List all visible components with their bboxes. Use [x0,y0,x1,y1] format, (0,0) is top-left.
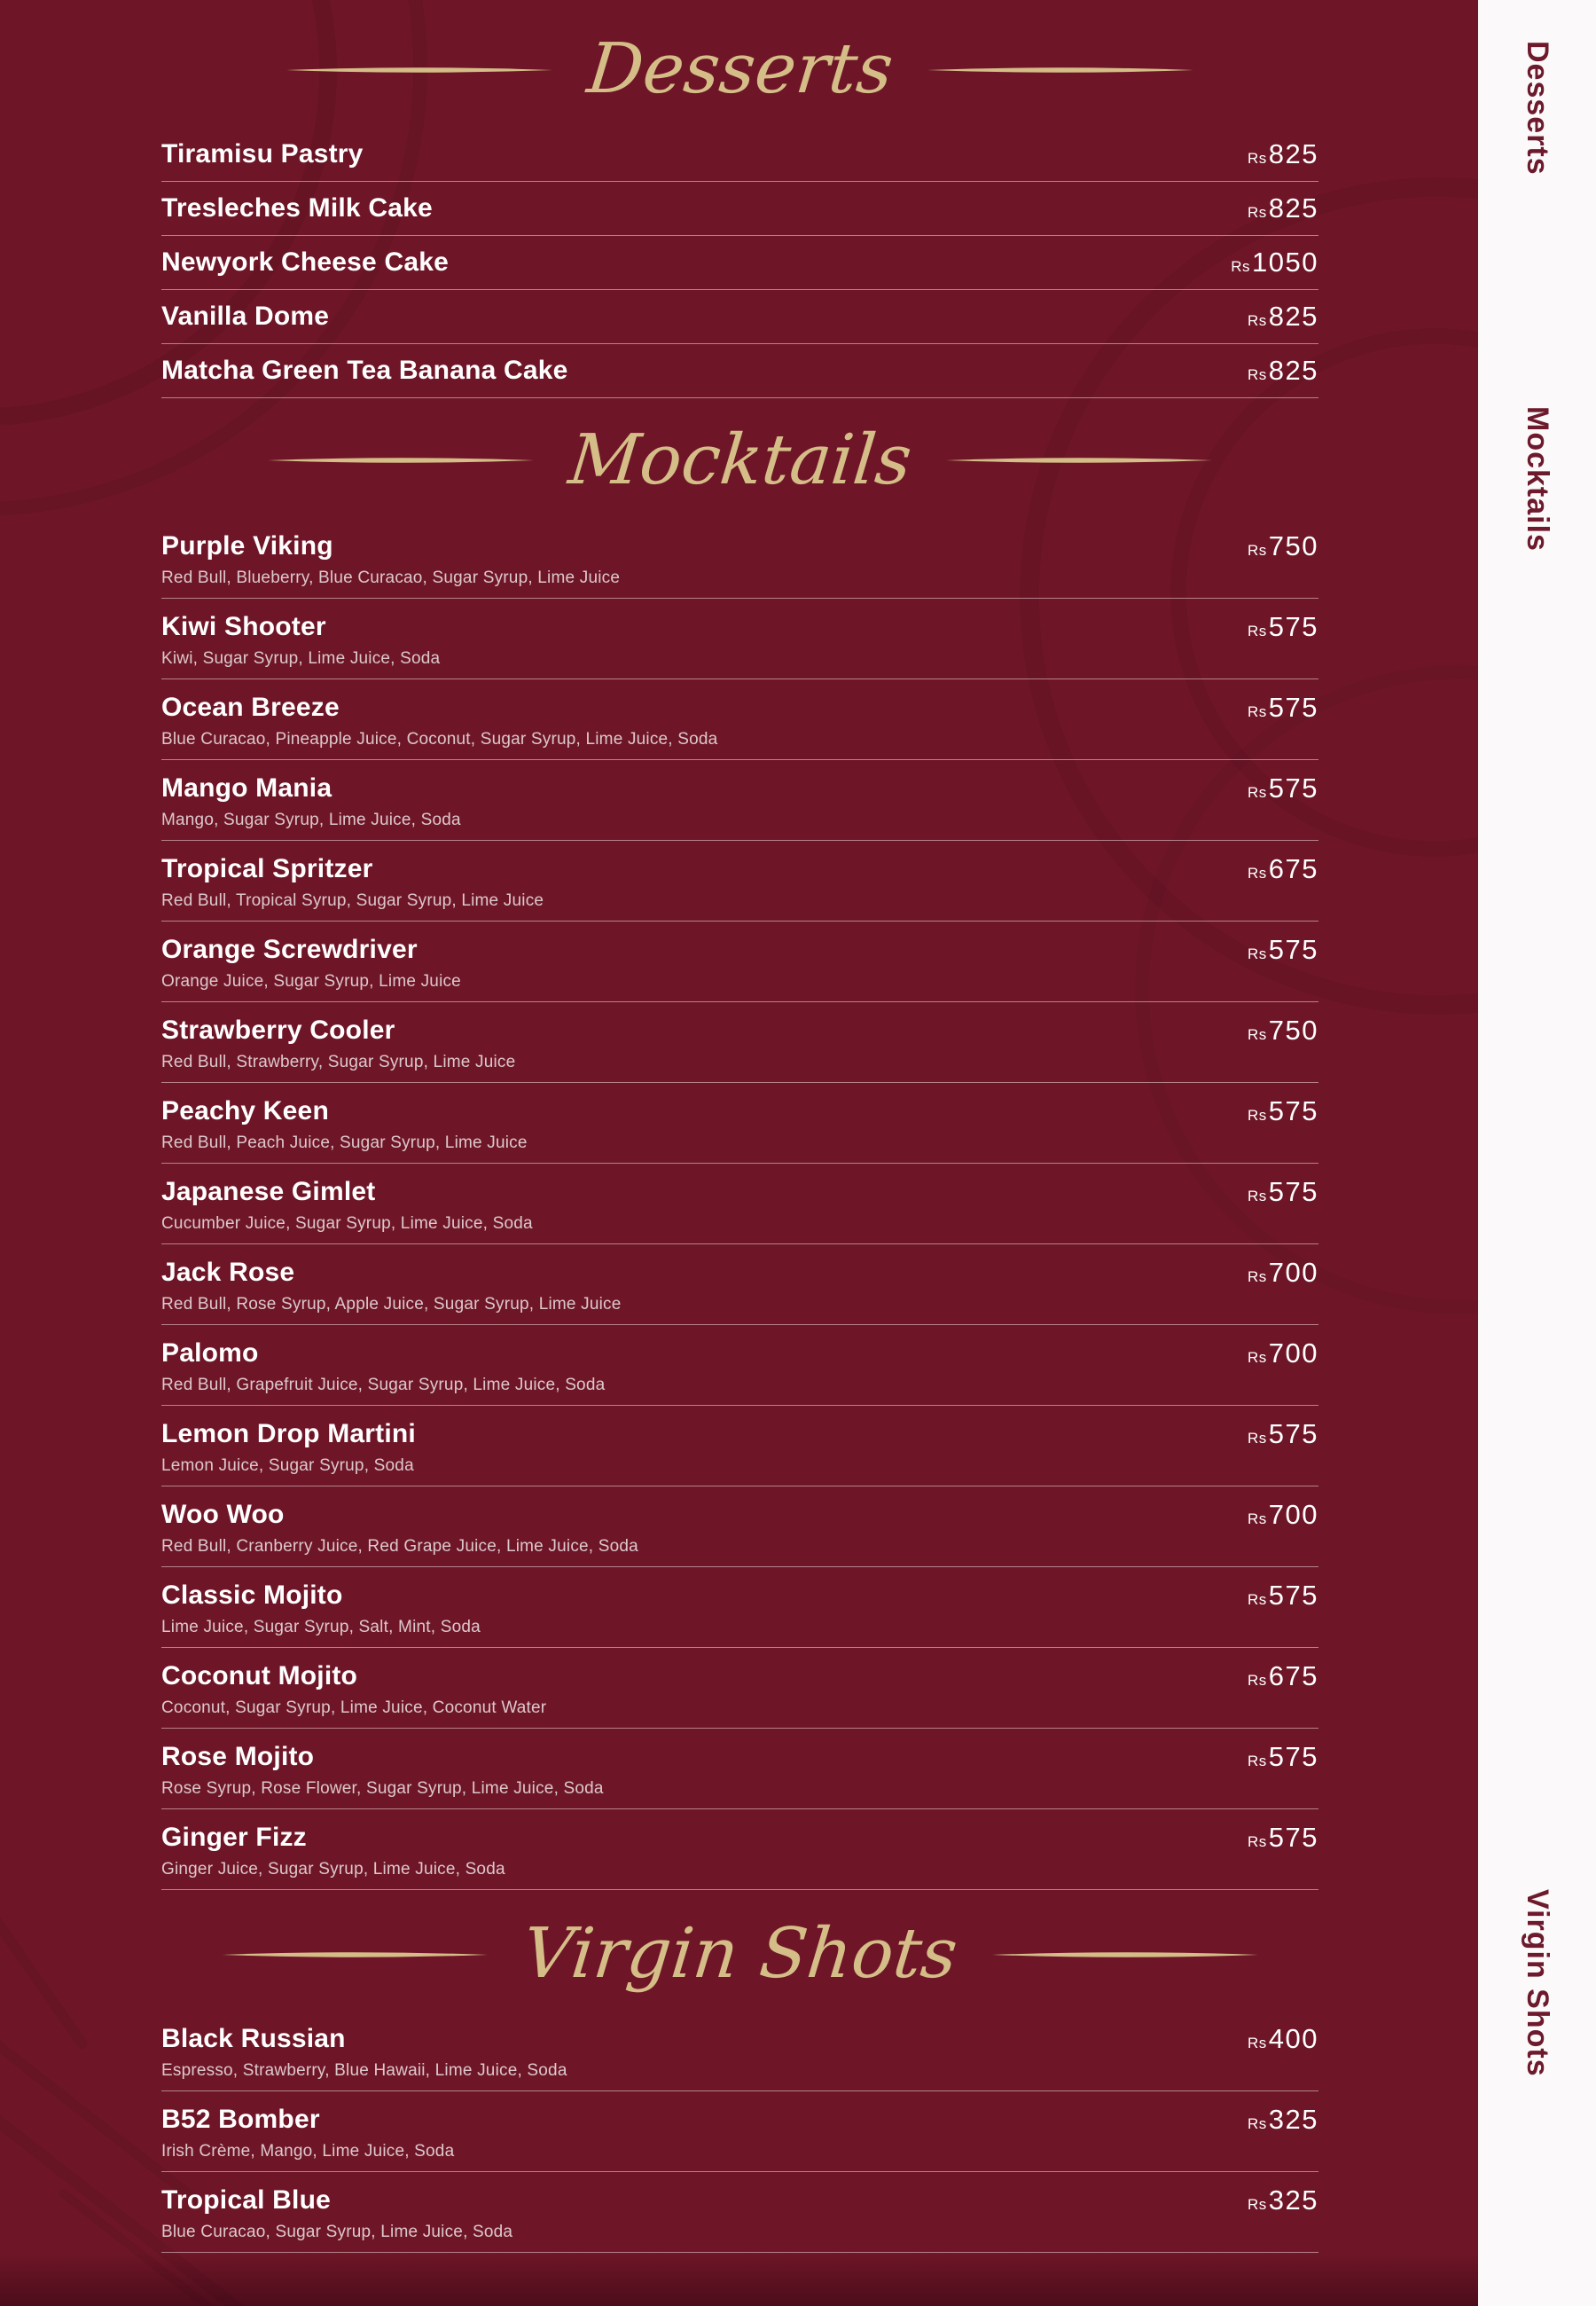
menu-item-row [161,1002,1318,1083]
menu-item-row [161,2091,1318,2172]
item-name: Lemon Drop Martini [161,1419,416,1448]
currency-label: Rs [1247,1591,1267,1608]
item-row-top [161,1499,1318,1531]
virgin-shots-list [161,2011,1318,2253]
item-row-top [161,2184,1318,2216]
price-amount: 575 [1268,1741,1318,1772]
item-ingredients: Espresso, Strawberry, Blue Hawaii, Lime Juice, Soda [161,2060,567,2080]
item-price [1248,2184,1318,2216]
price-amount: 575 [1268,934,1318,965]
currency-label: Rs [1247,149,1267,167]
menu-item-row [161,344,1318,398]
currency-label: Rs [1247,1672,1267,1689]
menu-item-row [161,128,1318,182]
item-ingredients: Orange Juice, Sugar Syrup, Lime Juice [161,972,461,991]
item-ingredients: Red Bull, Strawberry, Sugar Syrup, Lime Juice [161,1053,516,1071]
item-price [1248,1418,1318,1450]
currency-label: Rs [1247,365,1267,383]
item-ingredients: Red Bull, Peach Juice, Sugar Syrup, Lime Juice [161,1133,528,1152]
price-amount: 575 [1268,1095,1318,1126]
price-amount: 700 [1268,1257,1318,1288]
menu-item-row [161,1406,1318,1486]
menu-item-row [161,290,1318,344]
sidebar-tab-virgin-shots[interactable]: Virgin Shots [1521,1889,1554,2077]
item-price [1248,2023,1318,2055]
price-amount: 575 [1268,692,1318,723]
price-amount: 575 [1268,1176,1318,1207]
menu-content-column [161,0,1318,2253]
price-amount: 1050 [1252,246,1318,278]
item-price [1248,692,1318,724]
item-price [1248,1337,1318,1369]
item-row-top [161,1257,1318,1289]
divider-flourish-left [268,455,534,466]
item-ingredients: Lime Juice, Sugar Syrup, Salt, Mint, Soda [161,1618,481,1636]
mocktails-list [161,518,1318,1890]
menu-item-row [161,1164,1318,1244]
item-ingredients: Ginger Juice, Sugar Syrup, Lime Juice, Soda [161,1860,505,1879]
section-header-desserts [161,27,1318,114]
currency-label: Rs [1247,1753,1267,1769]
item-ingredients: Blue Curacao, Pineapple Juice, Coconut, Sugar Syrup, Lime Juice, Soda [161,730,718,749]
price-amount: 325 [1268,2184,1318,2216]
item-row-top [161,1095,1318,1127]
divider-flourish-right [946,455,1212,466]
divider-flourish-right [992,1949,1258,1960]
menu-item-row [161,1567,1318,1648]
item-ingredients: Red Bull, Grapefruit Juice, Sugar Syrup, Lime Juice, Soda [161,1376,606,1394]
section-title: Desserts [583,29,897,109]
item-name: Ocean Breeze [161,693,340,722]
menu-item-row [161,1648,1318,1729]
price-amount: 325 [1268,2103,1318,2135]
menu-item-row [161,2011,1318,2091]
item-name: Strawberry Cooler [161,1016,395,1045]
price-amount: 700 [1268,1499,1318,1530]
desserts-list [161,128,1318,398]
item-row-top [161,2104,1318,2136]
item-row-top [161,1176,1318,1208]
item-name: Purple Viking [161,531,333,561]
item-name: Peachy Keen [161,1096,329,1126]
background-streak-ornament [0,1827,90,2051]
item-row-top [161,1337,1318,1369]
item-price [1248,355,1318,387]
currency-label: Rs [1247,703,1267,720]
currency-label: Rs [1247,784,1267,801]
divider-flourish-left [286,65,552,75]
item-name: Black Russian [161,2023,346,2053]
sidebar-tab-mocktails[interactable]: Mocktails [1521,406,1554,552]
menu-item-row [161,679,1318,760]
section-tabs-sidebar [1478,0,1596,2306]
price-amount: 825 [1268,300,1318,332]
item-price [1248,1580,1318,1612]
item-price [1248,192,1318,224]
item-ingredients: Red Bull, Rose Syrup, Apple Juice, Sugar Syrup, Lime Juice [161,1295,622,1314]
menu-item-row [161,922,1318,1002]
item-name: Tresleches Milk Cake [161,192,433,223]
currency-label: Rs [1247,2195,1267,2213]
item-row-top [161,1418,1318,1450]
price-amount: 825 [1268,137,1318,169]
menu-item-row [161,841,1318,922]
item-name: Orange Screwdriver [161,935,418,964]
menu-item-row [161,1083,1318,1164]
price-amount: 825 [1268,192,1318,224]
item-ingredients: Irish Crème, Mango, Lime Juice, Soda [161,2141,455,2161]
currency-label: Rs [1247,865,1267,882]
item-name: Japanese Gimlet [161,1177,376,1206]
item-name: Tropical Spritzer [161,854,373,883]
item-row-top [161,611,1318,643]
item-row-top [161,692,1318,724]
item-row-top [161,2023,1318,2055]
price-amount: 700 [1268,1337,1318,1369]
item-price [1248,1822,1318,1854]
currency-label: Rs [1247,1430,1267,1447]
menu-item-row [161,518,1318,599]
section-title: Mocktails [565,420,916,500]
item-price [1248,138,1318,170]
price-amount: 750 [1268,530,1318,561]
item-name: Jack Rose [161,1258,295,1287]
divider-flourish-right [927,65,1193,75]
currency-label: Rs [1247,1510,1267,1527]
sidebar-tab-desserts[interactable]: Desserts [1521,41,1554,176]
item-price [1248,853,1318,885]
menu-item-row [161,182,1318,236]
item-row-top [161,1822,1318,1854]
item-row-top [161,934,1318,966]
item-ingredients: Lemon Juice, Sugar Syrup, Soda [161,1456,414,1475]
item-name: Matcha Green Tea Banana Cake [161,355,568,385]
item-price [1248,611,1318,643]
menu-item-row [161,1325,1318,1406]
item-name: Classic Mojito [161,1580,343,1610]
item-price [1231,247,1318,278]
item-name: Tiramisu Pastry [161,138,364,169]
section-title: Virgin Shots [519,1914,961,1994]
menu-item-row [161,760,1318,841]
item-ingredients: Mango, Sugar Syrup, Lime Juice, Soda [161,811,461,829]
currency-label: Rs [1247,311,1267,329]
item-row-top [161,1741,1318,1773]
currency-label: Rs [1247,1268,1267,1285]
price-amount: 575 [1268,1580,1318,1611]
currency-label: Rs [1247,1833,1267,1850]
item-name: Coconut Mojito [161,1661,358,1690]
section-header-virgin-shots [161,1911,1318,1998]
item-name: Rose Mojito [161,1742,315,1771]
item-row-top [161,1580,1318,1612]
item-ingredients: Coconut, Sugar Syrup, Lime Juice, Coconut Water [161,1698,547,1717]
currency-label: Rs [1247,945,1267,962]
item-price [1248,1499,1318,1531]
item-name: Tropical Blue [161,2184,331,2215]
item-name: Mango Mania [161,773,332,803]
item-name: Newyork Cheese Cake [161,247,449,277]
price-amount: 575 [1268,773,1318,804]
item-ingredients: Red Bull, Cranberry Juice, Red Grape Juice, Lime Juice, Soda [161,1537,638,1556]
menu-item-row [161,599,1318,679]
price-amount: 400 [1268,2022,1318,2054]
item-price [1248,1095,1318,1127]
price-amount: 575 [1268,1822,1318,1853]
price-amount: 825 [1268,354,1318,386]
currency-label: Rs [1247,1188,1267,1204]
menu-item-row [161,1729,1318,1809]
item-ingredients: Cucumber Juice, Sugar Syrup, Lime Juice, Soda [161,1214,533,1233]
item-price [1248,934,1318,966]
item-row-top [161,530,1318,562]
menu-item-row [161,236,1318,290]
item-price [1248,1741,1318,1773]
currency-label: Rs [1247,623,1267,639]
item-name: Ginger Fizz [161,1823,307,1852]
item-price [1248,1176,1318,1208]
currency-label: Rs [1247,2114,1267,2132]
divider-flourish-left [222,1949,488,1960]
price-amount: 575 [1268,611,1318,642]
section-header-mocktails [161,418,1318,505]
item-ingredients: Blue Curacao, Sugar Syrup, Lime Juice, Soda [161,2222,513,2241]
item-price [1248,1257,1318,1289]
item-row-top [161,773,1318,804]
menu-item-row [161,2172,1318,2253]
item-ingredients: Kiwi, Sugar Syrup, Lime Juice, Soda [161,649,441,668]
item-price [1248,301,1318,333]
currency-label: Rs [1247,1107,1267,1124]
item-name: Kiwi Shooter [161,612,326,641]
item-price [1248,2104,1318,2136]
item-price [1248,1015,1318,1047]
menu-item-row [161,1486,1318,1567]
item-ingredients: Red Bull, Tropical Syrup, Sugar Syrup, Lime Juice [161,891,544,910]
item-ingredients: Red Bull, Blueberry, Blue Curacao, Sugar Syrup, Lime Juice [161,569,621,587]
item-name: Palomo [161,1338,259,1368]
item-ingredients: Rose Syrup, Rose Flower, Sugar Syrup, Lime Juice, Soda [161,1779,604,1798]
item-price [1248,773,1318,804]
currency-label: Rs [1247,542,1267,559]
currency-label: Rs [1247,1026,1267,1043]
bottom-shade [0,2253,1478,2306]
currency-label: Rs [1231,257,1251,275]
price-amount: 675 [1268,1660,1318,1691]
item-price [1248,530,1318,562]
menu-item-row [161,1809,1318,1890]
item-row-top [161,1660,1318,1692]
item-row-top [161,1015,1318,1047]
item-row-top [161,853,1318,885]
item-name: B52 Bomber [161,2104,320,2134]
currency-label: Rs [1247,203,1267,221]
item-name: Vanilla Dome [161,301,330,331]
item-price [1248,1660,1318,1692]
currency-label: Rs [1247,2034,1267,2051]
price-amount: 750 [1268,1015,1318,1046]
currency-label: Rs [1247,1349,1267,1366]
menu-item-row [161,1244,1318,1325]
price-amount: 675 [1268,853,1318,884]
item-name: Woo Woo [161,1500,285,1529]
price-amount: 575 [1268,1418,1318,1449]
